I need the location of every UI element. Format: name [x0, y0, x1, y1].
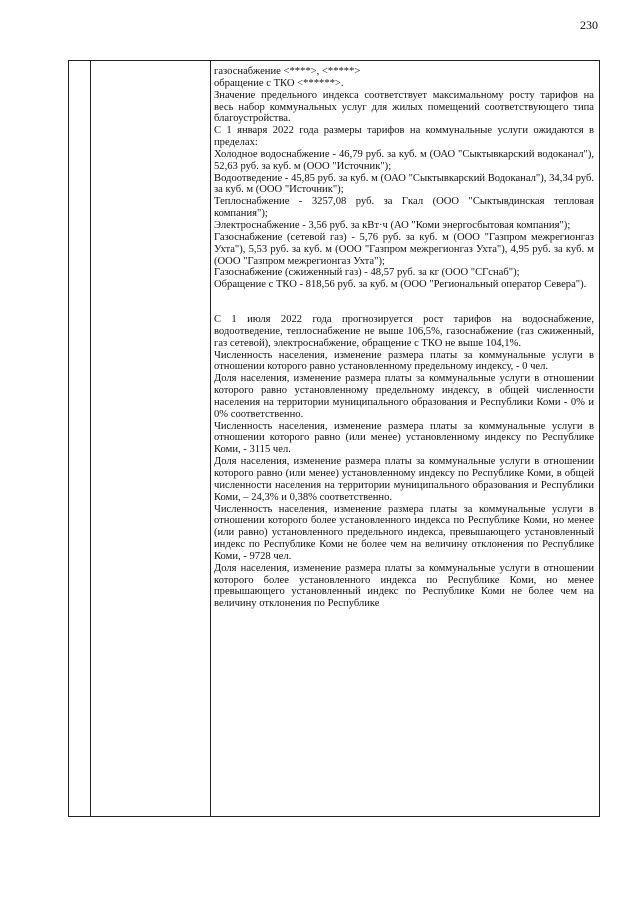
paragraph: Водоотведение - 45,85 руб. за куб. м (ОАО "Сыктывкарский Водоканал"), 34,34 руб. за куб. м (ООО "Источник");	[214, 172, 594, 196]
paragraph: Численность населения, изменение размера платы за коммунальные услуги в отношении которого более установленного индекса по Республике Коми, но менее (или равно) установленного предельного индекса, превышающего установленный индекс по Республике Коми не более чем на величину отклонения по Республике Коми, - 9728 чел.	[214, 503, 594, 562]
document-table	[68, 60, 600, 817]
page-number: 230	[580, 18, 598, 32]
paragraph: Электроснабжение - 3,56 руб. за кВт·ч (АО "Коми энергосбытовая компания");	[214, 219, 571, 231]
paragraph: С 1 июля 2022 года прогнозируется рост тарифов на водоснабжение, водоотведение, теплоснабжение не выше 106,5%, газоснабжение (газ сжиженный, газ сетевой), электроснабжение, обращение с ТКО не выше 104,1%.	[214, 314, 594, 349]
paragraph: Газоснабжение (сетевой газ) - 5,76 руб. за куб. м (ООО "Газпром межрегионгаз Ухта"), 5,53 руб. за куб. м (ООО "Газпром межрегионгаз Ухта"), 4,95 руб. за куб. м (ООО "Газпром межрегионгаз Ухта");	[214, 231, 594, 267]
paragraph: Доля населения, изменение размера платы за коммунальные услуги в отношении которого равно (или менее) установленному индексу по Республике Коми, в общей численности населения на территории муниципального образования и Республики Коми, – 24,3% и 0,38% соответственно.	[214, 456, 594, 503]
table-border-left	[68, 61, 69, 816]
paragraph: Численность населения, изменение размера платы за коммунальные услуги в отношении которого равно установленному предельному индексу, - 0 чел.	[214, 349, 594, 373]
paragraph: Газоснабжение (сжиженный газ) - 48,57 руб. за кг (ООО "СГснаб");	[214, 267, 520, 279]
paragraph: Доля населения, изменение размера платы за коммунальные услуги в отношении которого более установленного индекса по Республике Коми, но менее превышающего установленный индекс по Республике Коми не более чем на величину отклонения по Республике	[214, 562, 594, 610]
column-divider-1	[90, 61, 91, 816]
blank-space	[214, 291, 594, 314]
paragraph: Теплоснабжение - 3257,08 руб. за Гкал (ООО "Сыктывдинская тепловая компания");	[214, 196, 594, 220]
column-divider-2	[210, 61, 211, 816]
paragraph: Холодное водоснабжение - 46,79 руб. за куб. м (ОАО "Сыктывкарский водоканал"), 52,63 руб. за куб. м (ООО "Источник");	[214, 148, 594, 172]
paragraph: Численность населения, изменение размера платы за коммунальные услуги в отношении которого равно (или менее) установленному индексу по Республике Коми, - 3115 чел.	[214, 420, 594, 456]
paragraph: Обращение с ТКО - 818,56 руб. за куб. м (ООО "Региональный оператор Севера").	[214, 279, 587, 291]
paragraph: Значение предельного индекса соответствует максимальному росту тарифов на весь набор коммунальных услуг для жилых помещений соответствующего типа благоустройства.	[214, 89, 594, 125]
paragraph: С 1 января 2022 года размеры тарифов на коммунальные услуги ожидаются в пределах:	[214, 125, 594, 149]
paragraph: обращение с ТКО <******>.	[214, 77, 344, 89]
table-cell-text	[214, 66, 594, 610]
paragraph: Доля населения, изменение размера платы за коммунальные услуги в отношении которого равно установленному предельному индексу, в общей численности населения на территории муниципального образования и Республики Коми - 0% и 0% соответственно.	[214, 373, 594, 420]
paragraph: газоснабжение <****>, <*****>	[214, 66, 361, 77]
table-border-right	[599, 61, 600, 816]
